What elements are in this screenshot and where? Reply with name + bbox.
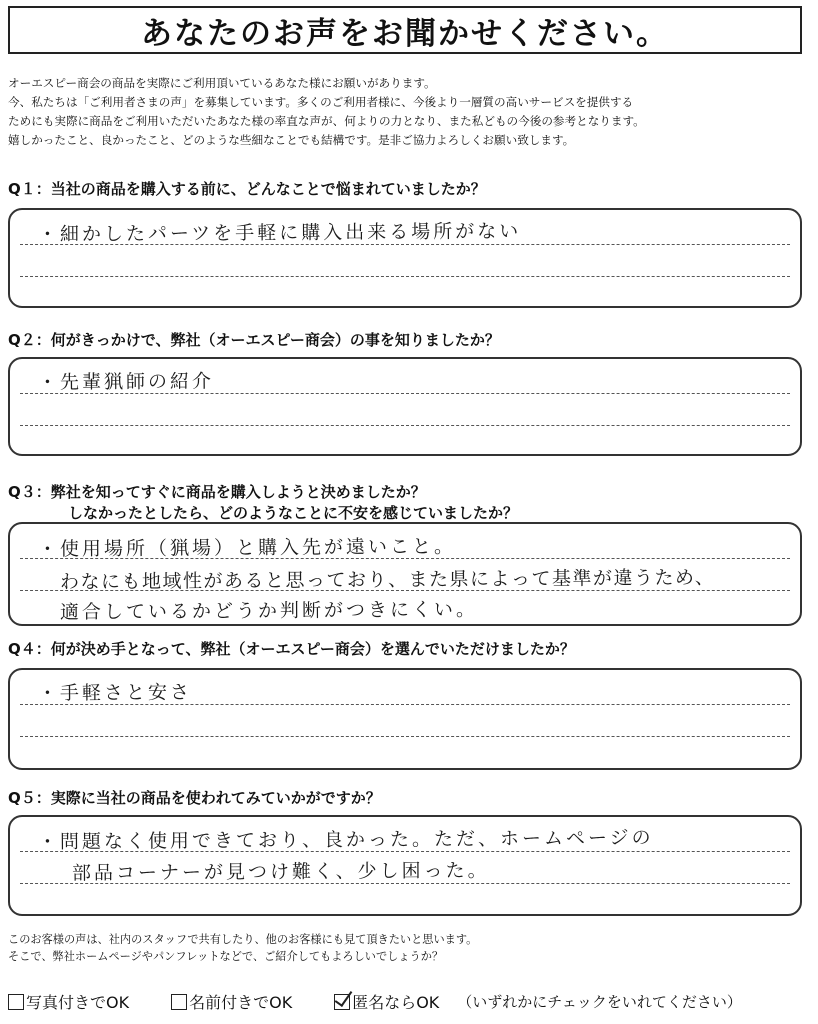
consent-note-line: このお客様の声は、社内のスタッフで共有したり、他のお客様にも見て頂きたいと思います。 [8, 933, 478, 946]
answer-2-line-1: ・先輩猟師の紹介 [37, 370, 215, 394]
answer-box-4 [8, 668, 802, 770]
answer-box-1 [8, 208, 802, 308]
answer-3-line-3: 適合しているかどうか判断がつきにくい。 [59, 598, 479, 624]
consent-note [8, 931, 477, 965]
option-anonymous-label: 匿名ならOK [352, 993, 440, 1012]
question-3-line-1: Q３：弊社を知ってすぐに商品を購入しようと決めましたか？ [8, 483, 426, 501]
question-2: Q２：何がきっかけで、弊社（オーエスピー商会）の事を知りましたか？ [8, 331, 500, 349]
consent-note-line: そこで、弊社ホームページやパンフレットなどで、ご紹介してもよろしいでしょうか？ [8, 950, 444, 963]
question-3-line-2: しなかったとしたら、どのようなことに不安を感じていましたか？ [68, 504, 519, 522]
question-3 [8, 481, 518, 523]
instruction-text: （いずれかにチェックをいれてください） [457, 993, 742, 1011]
answer-box-3 [8, 522, 802, 626]
answer-box-5 [8, 815, 802, 916]
option-photo-label: 写真付きでOK [26, 993, 130, 1012]
option-photo[interactable] [8, 990, 129, 1013]
intro-line: 嬉しかったこと、良かったこと、どのような些細なことでも結構です。是非ご協力よろしくお願い致します。 [8, 133, 575, 147]
checkbox-anonymous[interactable] [334, 994, 350, 1010]
consent-options [8, 990, 742, 1013]
answer-3-line-1: ・使用場所（猟場）と購入先が遠いこと。 [37, 535, 457, 561]
checkbox-photo[interactable] [8, 994, 24, 1010]
answer-box-2 [8, 357, 802, 456]
question-1: Q１：当社の商品を購入する前に、どんなことで悩まれていましたか？ [8, 180, 486, 198]
intro-line: 今、私たちは「ご利用者さまの声」を募集しています。多くのご利用者様に、今後より一層質の高いサービスを提供する [8, 95, 634, 109]
question-4: Q４：何が決め手となって、弊社（オーエスピー商会）を選んでいただけましたか？ [8, 640, 575, 658]
answer-1-line-1: ・細かしたパーツを手軽に購入出来る場所がない [37, 220, 522, 246]
answer-5-line-2: 部品コーナーが見つけ難く、少し困った。 [71, 859, 490, 885]
title-box [8, 6, 802, 54]
intro-line: オーエスピー商会の商品を実際にご利用頂いているあなた様にお願いがあります。 [8, 76, 436, 90]
option-anonymous[interactable] [334, 990, 439, 1013]
question-5: Q５：実際に当社の商品を使われてみていかがですか？ [8, 789, 381, 807]
option-name[interactable] [171, 990, 292, 1013]
option-name-label: 名前付きでOK [189, 993, 293, 1012]
answer-3-line-2: わなにも地域性があると思っており、また県によって基準が違うため、 [59, 566, 716, 594]
checkbox-name[interactable] [171, 994, 187, 1010]
answer-4-line-1: ・手軽さと安さ [37, 681, 193, 705]
page-title: あなたのお声をお聞かせください。 [141, 15, 669, 52]
intro-line: ためにも実際に商品をご利用いただいたあなた様の率直な声が、何よりの力となり、また私どもの今後の参考となります。 [8, 114, 645, 128]
intro-text [8, 74, 808, 150]
answer-5-line-1: ・問題なく使用できており、良かった。ただ、ホームページの [37, 826, 654, 854]
